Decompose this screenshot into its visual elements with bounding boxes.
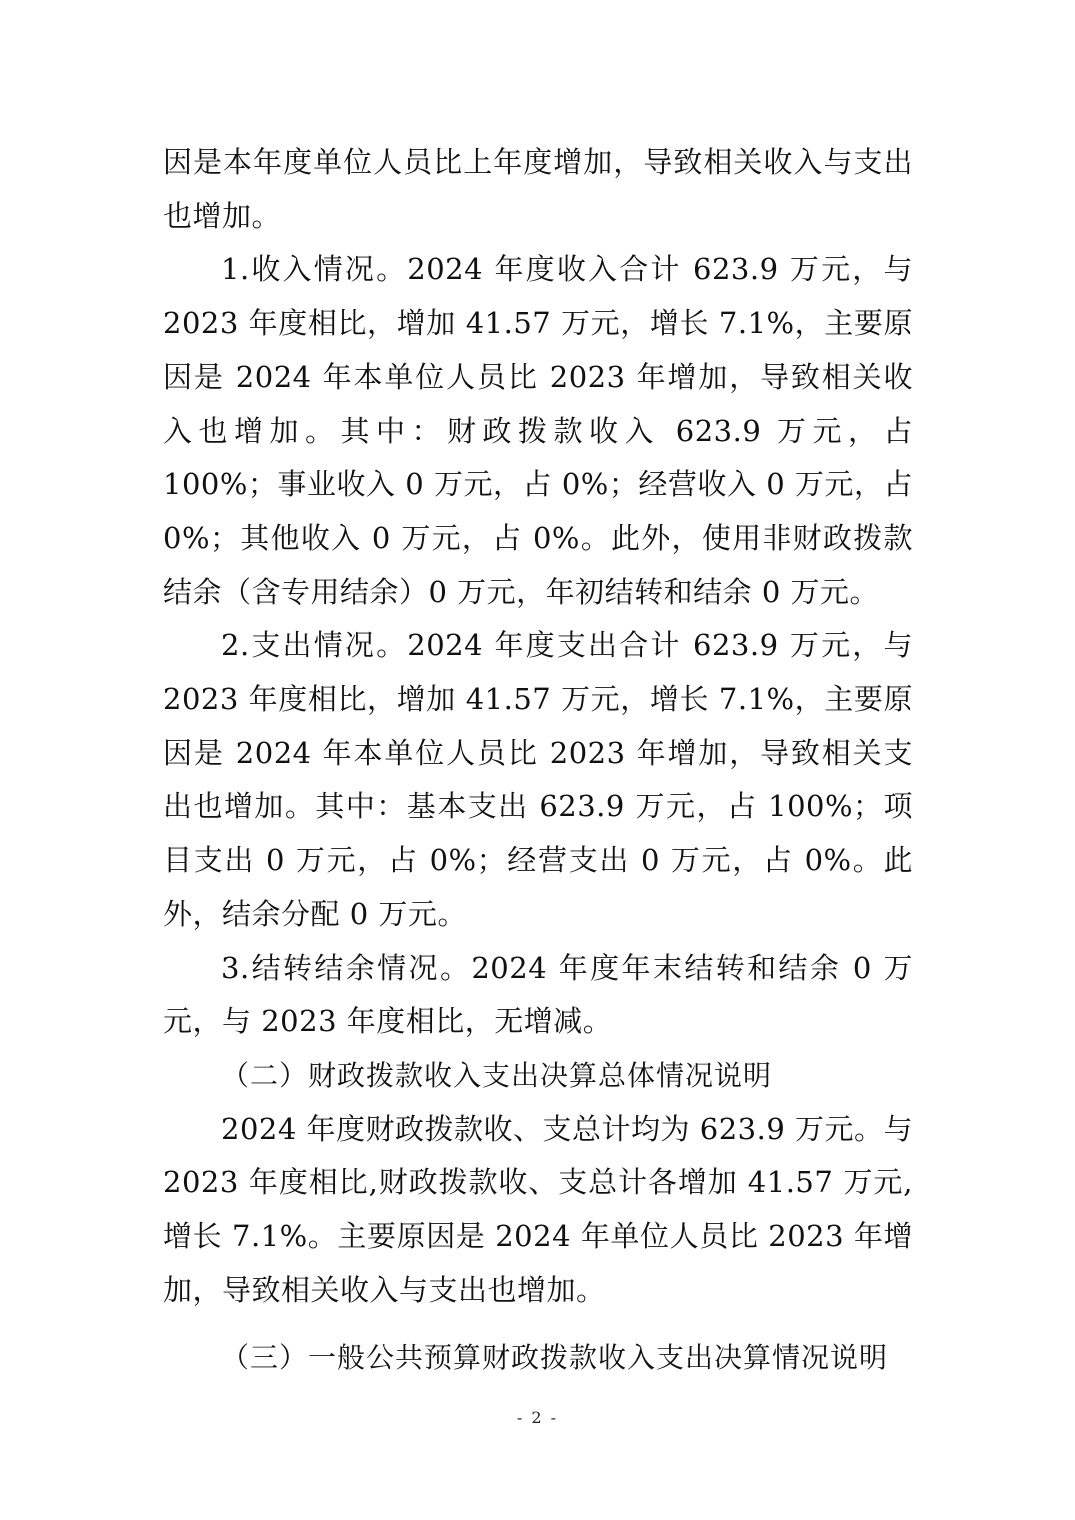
paragraph-income: 1.收入情况。2024 年度收入合计 623.9 万元，与 2023 年度相比，增加 41.57 万元，增长 7.1%，主要原因是 2024 年本单位人员比 2023 年增加，导致相关收入也增加。其中：财政拨款收入 623.9 万元，占 100%；事业收入 0 万元，占 0%；经营收入 0 万元，占 0%；其他收入 0 万元，占 0%。此外，使用非财政拨款结余（含专用结余）0 万元，年初结转和结余 0 万元。 — [163, 252, 913, 609]
paragraph-fiscal-body: 2024 年度财政拨款收、支总计均为 623.9 万元。与 2023 年度相比,财政拨款收、支总计各增加 41.57 万元,增长 7.1%。主要原因是 2024 年单位人员比 2023 年增加，导致相关收入与支出也增加。 — [163, 1111, 913, 1307]
section-heading-general-budget: （三）一般公共预算财政拨款收入支出决算情况说明 — [221, 1341, 889, 1375]
page-number: - 2 - — [516, 1408, 559, 1427]
section-heading-fiscal: （二）财政拨款收入支出决算总体情况说明 — [221, 1058, 773, 1092]
paragraph-continuation: 因是本年度单位人员比上年度增加，导致相关收入与支出也增加。 — [163, 145, 913, 233]
paragraph-carryover: 3.结转结余情况。2024 年度年末结转和结余 0 万元，与 2023 年度相比，无增减。 — [163, 950, 913, 1039]
paragraph-expenditure: 2.支出情况。2024 年度支出合计 623.9 万元，与 2023 年度相比，增加 41.57 万元，增长 7.1%，主要原因是 2024 年本单位人员比 2023 年增加，导致相关支出也增加。其中：基本支出 623.9 万元，占 100%；项目支出 0 万元，占 0%；经营支出 0 万元，占 0%。此外，结余分配 0 万元。 — [163, 628, 913, 931]
document-body — [163, 136, 913, 1385]
